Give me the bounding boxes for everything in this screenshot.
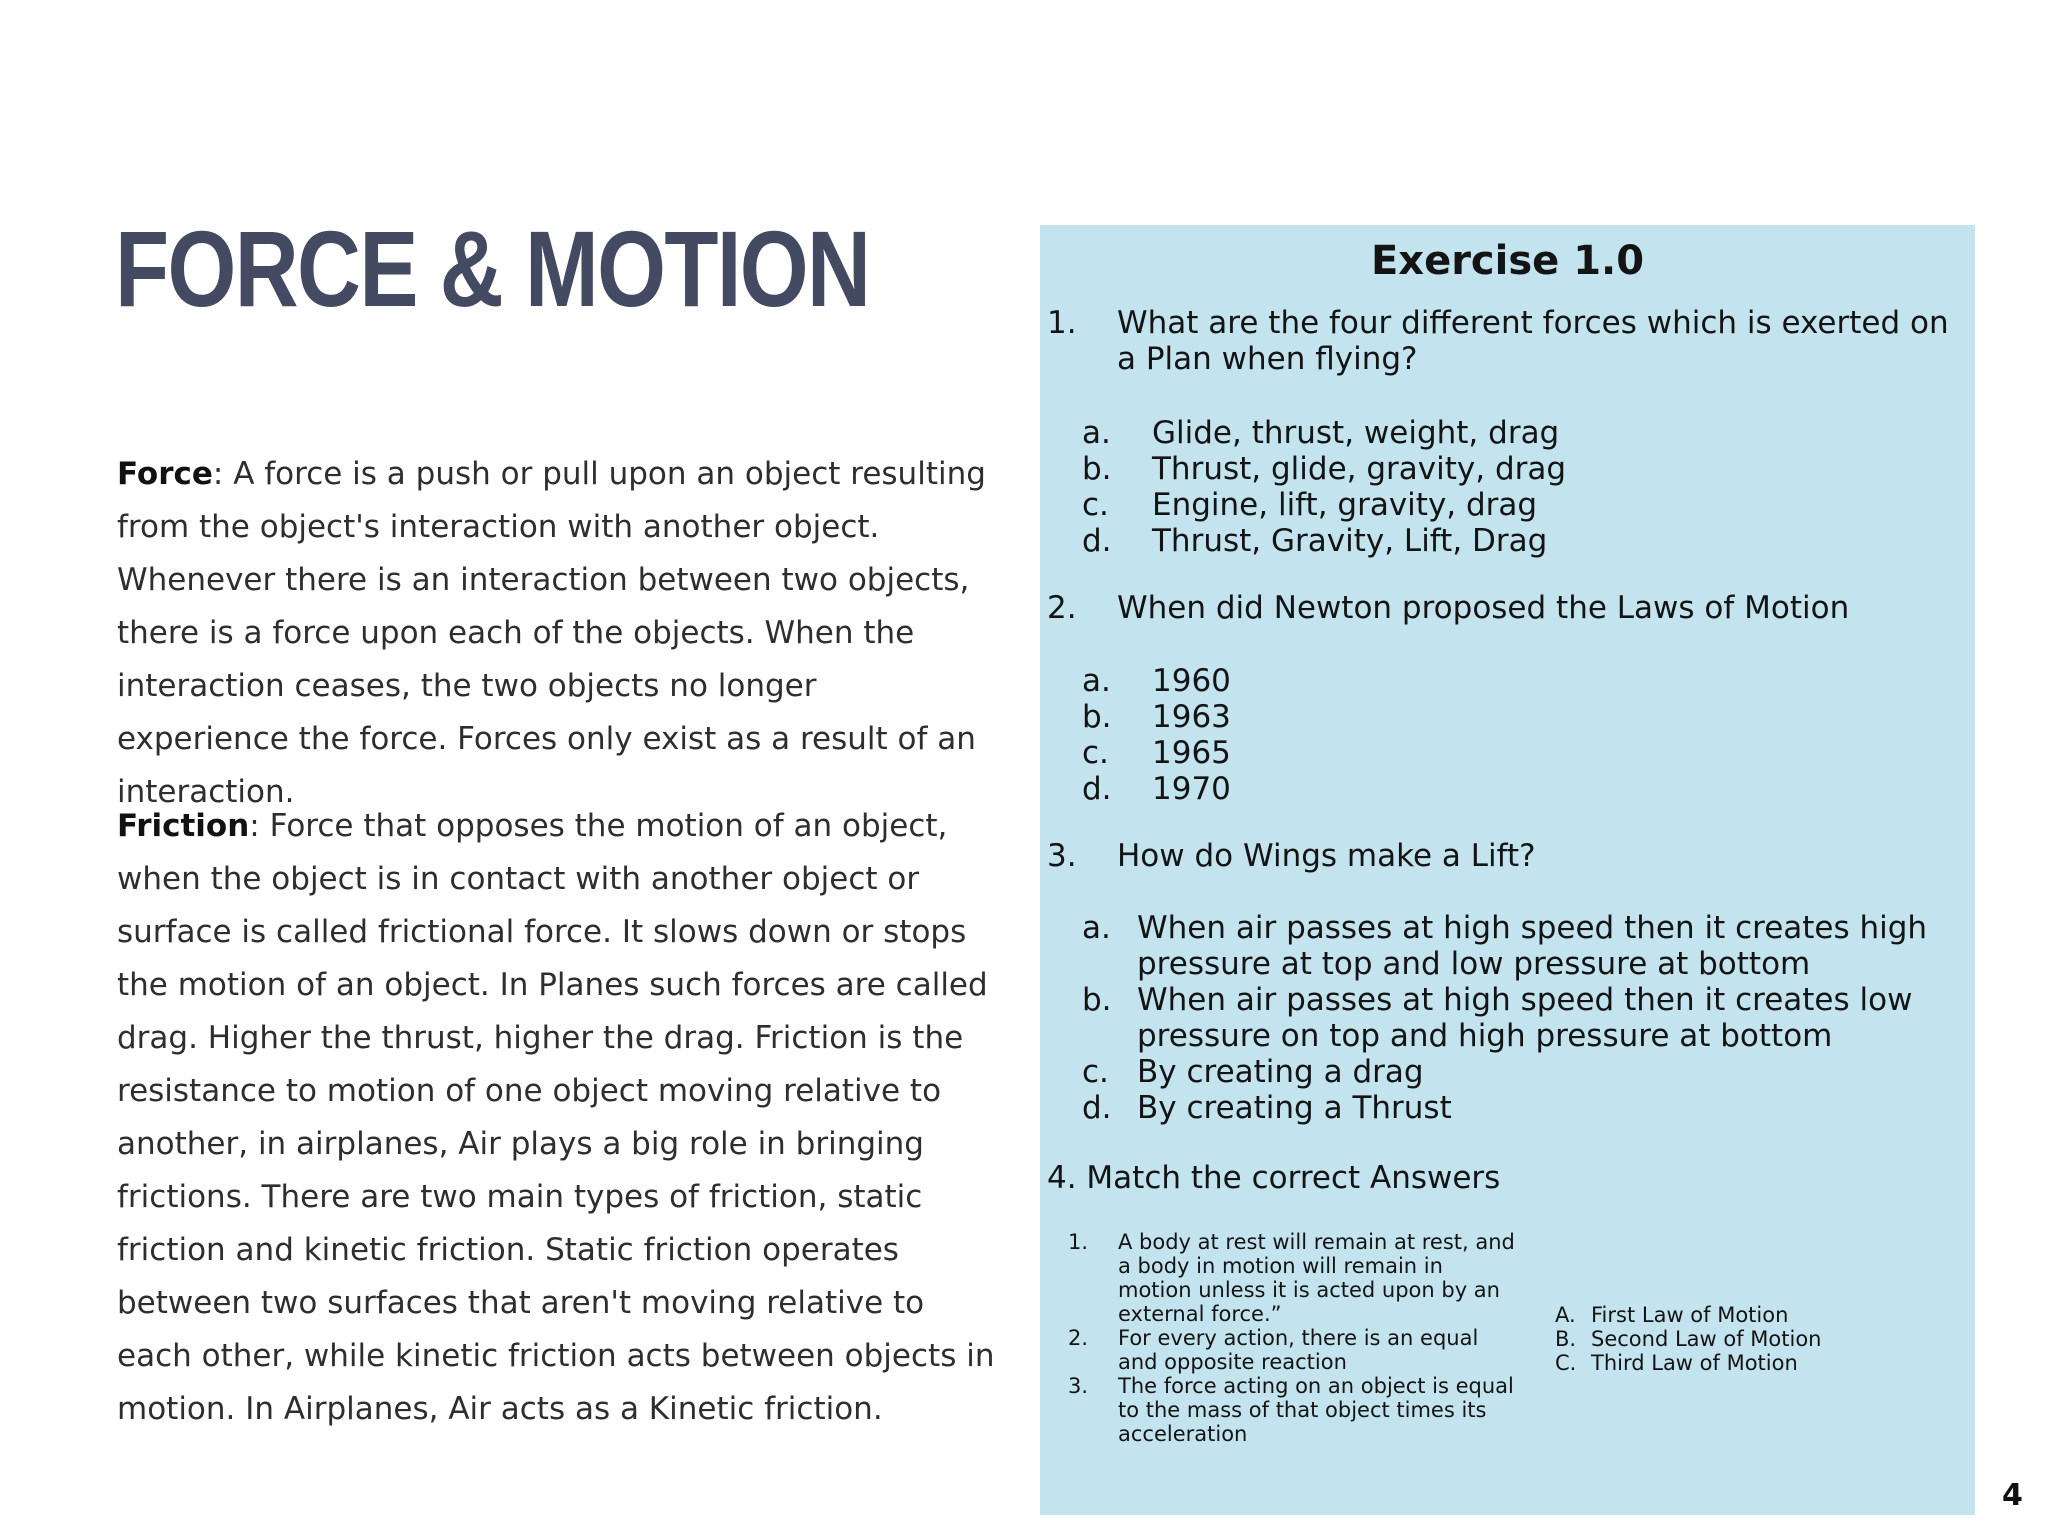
match-title: 4. Match the correct Answers <box>1047 1160 1501 1196</box>
force-definition <box>117 448 997 819</box>
option-item <box>1082 451 1566 487</box>
answer-text: First Law of Motion <box>1591 1303 1789 1327</box>
option-text: Engine, lift, gravity, drag <box>1152 487 1538 523</box>
match-statements <box>1068 1230 1518 1446</box>
option-letter: c. <box>1082 735 1109 771</box>
page-number: 4 <box>2002 1478 2023 1513</box>
exercise-title: Exercise 1.0 <box>1370 238 1645 284</box>
force-text: : A force is a push or pull upon an object resulting from the object's interaction with another object. Whenever there is an interaction between two objects, there is a force upon each of the objects. When the interaction ceases, the two objects no longer experience the force. Forces only exist as a result of an interaction. <box>117 456 986 810</box>
option-item <box>1082 415 1566 451</box>
friction-text: : Force that opposes the motion of an object, when the object is in contact with another object or surface is called frictional force. It slows down or stops the motion of an object. In Planes such forces are called drag. Higher the thrust, higher the drag. Friction is the resistance to motion of one object moving relative to another, in airplanes, Air plays a big role in bringing frictions. There are two main types of friction, static friction and kinetic friction. Static friction operates between two surfaces that aren't moving relative to each other, while kinetic friction acts between objects in motion. In Airplanes, Air acts as a Kinetic friction. <box>117 808 995 1427</box>
option-text: When air passes at high speed then it creates high pressure at top and low pressure at bottom <box>1137 910 1928 982</box>
option-item <box>1082 523 1566 559</box>
question-number: 2. <box>1047 590 1077 626</box>
question-3-options <box>1082 910 1942 1126</box>
option-letter: c. <box>1082 1054 1109 1090</box>
option-letter: b. <box>1082 982 1112 1018</box>
option-text: By creating a drag <box>1137 1054 1424 1090</box>
option-letter: b. <box>1082 451 1112 487</box>
statement-text: For every action, there is an equal and opposite reaction <box>1118 1326 1479 1374</box>
answer-letter: A. <box>1555 1303 1576 1327</box>
option-text: Thrust, glide, gravity, drag <box>1152 451 1567 487</box>
force-term: Force <box>117 456 213 492</box>
statement-text: The force acting on an object is equal to the mass of that object times its acceleration <box>1118 1374 1514 1446</box>
match-statement <box>1068 1374 1518 1446</box>
option-letter: d. <box>1082 1090 1112 1126</box>
option-text: Thrust, Gravity, Lift, Drag <box>1152 523 1548 559</box>
option-letter: a. <box>1082 910 1111 946</box>
answer-letter: B. <box>1555 1327 1577 1351</box>
option-item <box>1082 771 1231 807</box>
question-2-options <box>1082 663 1231 807</box>
statement-number: 2. <box>1068 1326 1089 1350</box>
question-text: What are the four different forces which is exerted on a Plan when flying? <box>1117 305 1949 377</box>
option-letter: b. <box>1082 699 1112 735</box>
match-answers <box>1555 1303 1822 1375</box>
answer-text: Third Law of Motion <box>1591 1351 1798 1375</box>
friction-term: Friction <box>117 808 250 844</box>
page-title: FORCE & MOTION <box>115 208 870 329</box>
option-text: 1960 <box>1152 663 1231 699</box>
option-item <box>1082 487 1566 523</box>
option-item <box>1082 1054 1942 1090</box>
option-item <box>1082 663 1231 699</box>
option-text: 1970 <box>1152 771 1231 807</box>
option-letter: a. <box>1082 415 1111 451</box>
question-number: 1. <box>1047 305 1077 341</box>
answer-text: Second Law of Motion <box>1591 1327 1822 1351</box>
answer-letter: C. <box>1555 1351 1577 1375</box>
question-text: How do Wings make a Lift? <box>1117 838 1536 874</box>
option-item <box>1082 735 1231 771</box>
statement-text: A body at rest will remain at rest, and a body in motion will remain in motion unless it is acted upon by an external force.” <box>1118 1230 1515 1326</box>
match-answer <box>1555 1303 1822 1327</box>
match-answer <box>1555 1327 1822 1351</box>
option-letter: a. <box>1082 663 1111 699</box>
option-item <box>1082 910 1942 982</box>
question-text: When did Newton proposed the Laws of Motion <box>1117 590 1850 626</box>
option-letter: c. <box>1082 487 1109 523</box>
option-text: 1965 <box>1152 735 1231 771</box>
question-number: 3. <box>1047 838 1077 874</box>
option-item <box>1082 699 1231 735</box>
option-text: When air passes at high speed then it creates low pressure on top and high pressure at bottom <box>1137 982 1913 1054</box>
match-statement <box>1068 1326 1518 1374</box>
statement-number: 3. <box>1068 1374 1089 1398</box>
option-item <box>1082 1090 1942 1126</box>
option-item <box>1082 982 1942 1054</box>
option-letter: d. <box>1082 771 1112 807</box>
friction-definition <box>117 800 997 1436</box>
match-statement <box>1068 1230 1518 1326</box>
option-letter: d. <box>1082 523 1112 559</box>
option-text: Glide, thrust, weight, drag <box>1152 415 1560 451</box>
option-text: By creating a Thrust <box>1137 1090 1452 1126</box>
question-1-options <box>1082 415 1566 559</box>
option-text: 1963 <box>1152 699 1231 735</box>
exercise-panel <box>1040 225 1975 1515</box>
statement-number: 1. <box>1068 1230 1089 1254</box>
match-answer <box>1555 1351 1822 1375</box>
